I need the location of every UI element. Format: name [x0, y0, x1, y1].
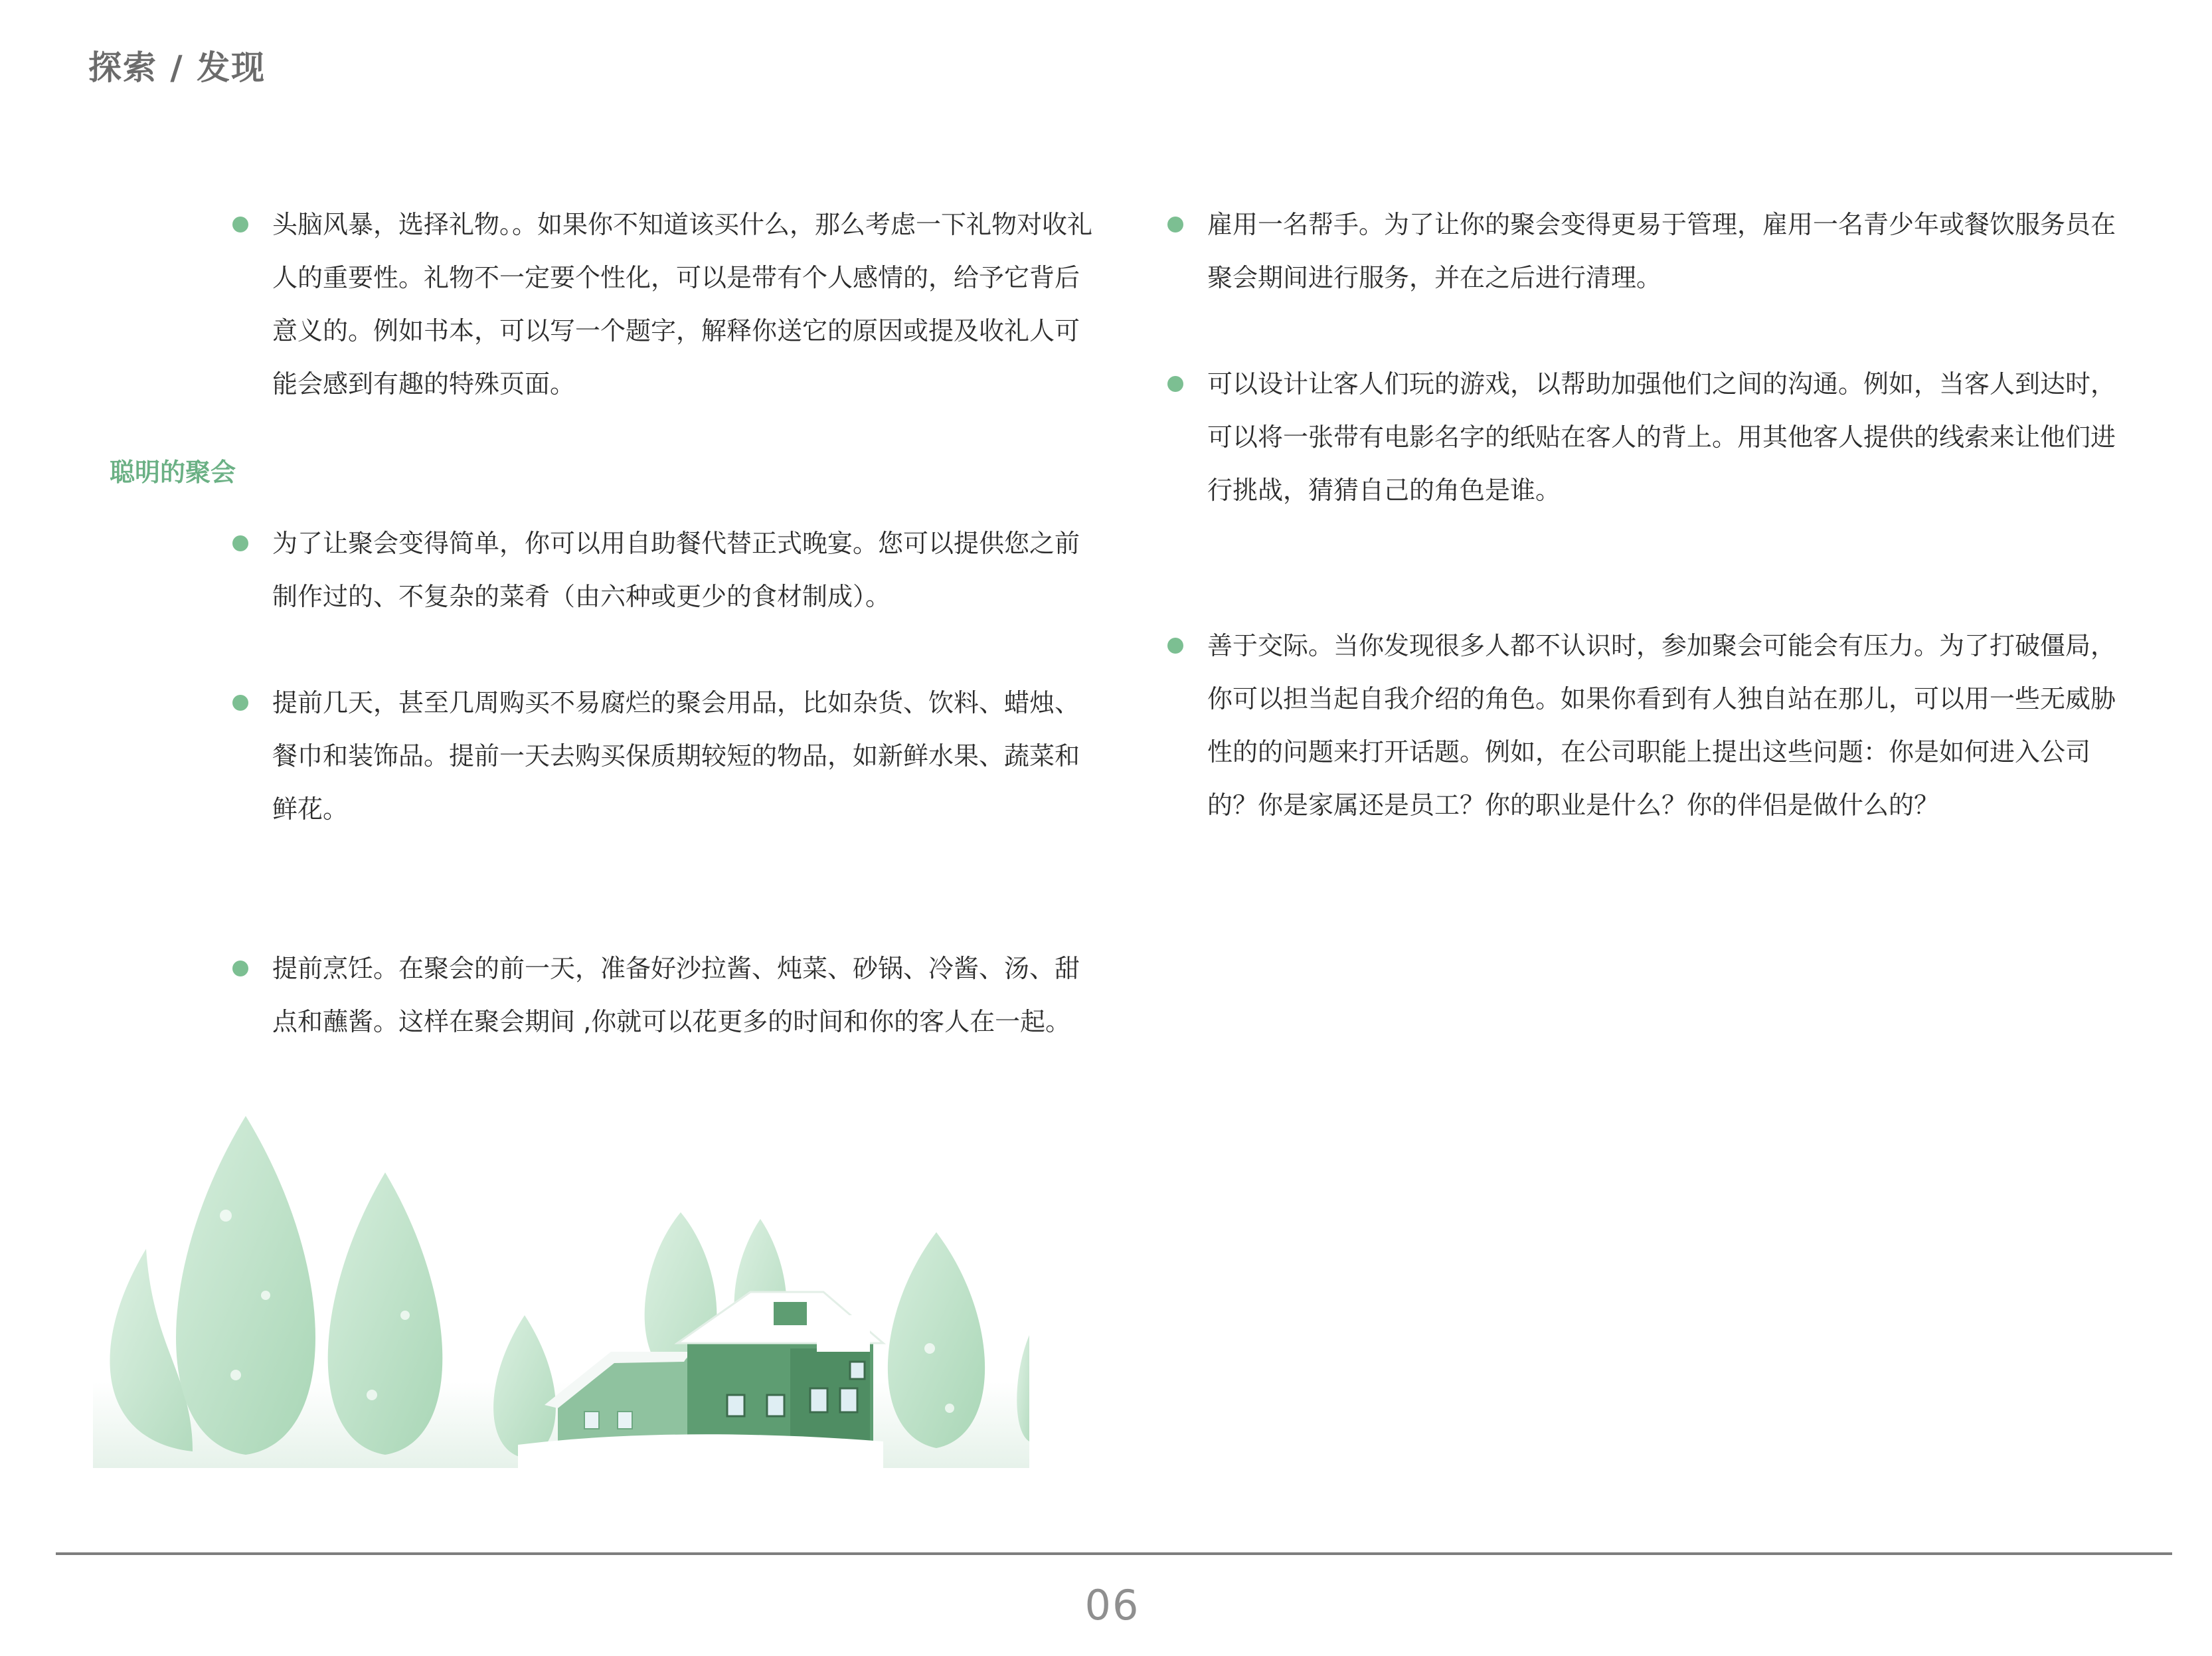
list-item	[1167, 198, 2117, 304]
bullet-dot-icon	[1167, 638, 1183, 654]
list-item	[232, 942, 1096, 1048]
list-item-text: 为了让聚会变得简单，你可以用自助餐代替正式晚宴。您可以提供您之前制作过的、不复杂的菜肴（由六种或更少的食材制成）。	[272, 529, 1080, 611]
list-item-text: 雇用一名帮手。为了让你的聚会变得更易于管理，雇用一名青少年或餐饮服务员在聚会期间进行服务，并在之后进行清理。	[1207, 210, 2116, 292]
list-item	[232, 676, 1096, 836]
list-item	[232, 517, 1096, 623]
list-item	[1167, 357, 2117, 517]
list-item-text: 可以设计让客人们玩的游戏，以帮助加强他们之间的沟通。例如，当客人到达时，可以将一张带有电影名字的纸贴在客人的背上。用其他客人提供的线索来让他们进行挑战，猜猜自己的角色是谁。	[1207, 369, 2116, 505]
footer-divider	[56, 1552, 2172, 1555]
page-header-title: 探索 / 发现	[88, 48, 266, 87]
section-heading: 聪明的聚会	[110, 458, 236, 487]
bullet-dot-icon	[232, 535, 248, 551]
bullet-dot-icon	[232, 695, 248, 711]
list-item	[1167, 619, 2117, 832]
list-item-text: 头脑风暴，选择礼物。。如果你不知道该买什么，那么考虑一下礼物对收礼人的重要性。礼物不一定要个性化，可以是带有个人感情的，给予它背后意义的。例如书本，可以写一个题字，解释你送它的原因或提及收礼人可能会感到有趣的特殊页面。	[272, 210, 1093, 399]
bullet-dot-icon	[232, 217, 248, 232]
list-item-text: 善于交际。当你发现很多人都不认识时，参加聚会可能会有压力。为了打破僵局，你可以担当起自我介绍的角色。如果你看到有人独自站在那儿，可以用一些无威胁性的的问题来打开话题。例如，在公司职能上提出这些问题：你是如何进入公司的？你是家属还是员工？你的职业是什么？你的伴侣是做什么的？	[1207, 631, 2116, 820]
winter-trees-house-illustration	[93, 1096, 1029, 1468]
list-item	[232, 198, 1096, 411]
list-item-text: 提前几天，甚至几周购买不易腐烂的聚会用品，比如杂货、饮料、蜡烛、餐巾和装饰品。提前一天去购买保质期较短的物品，如新鲜水果、蔬菜和鲜花。	[272, 688, 1080, 824]
bullet-dot-icon	[1167, 376, 1183, 392]
page-number: 06	[1084, 1581, 1140, 1629]
bullet-dot-icon	[232, 961, 248, 976]
list-item-text: 提前烹饪。在聚会的前一天，准备好沙拉酱、炖菜、砂锅、冷酱、汤、甜点和蘸酱。这样在聚会期间 ,你就可以花更多的时间和你的客人在一起。	[272, 954, 1080, 1036]
bullet-dot-icon	[1167, 217, 1183, 232]
